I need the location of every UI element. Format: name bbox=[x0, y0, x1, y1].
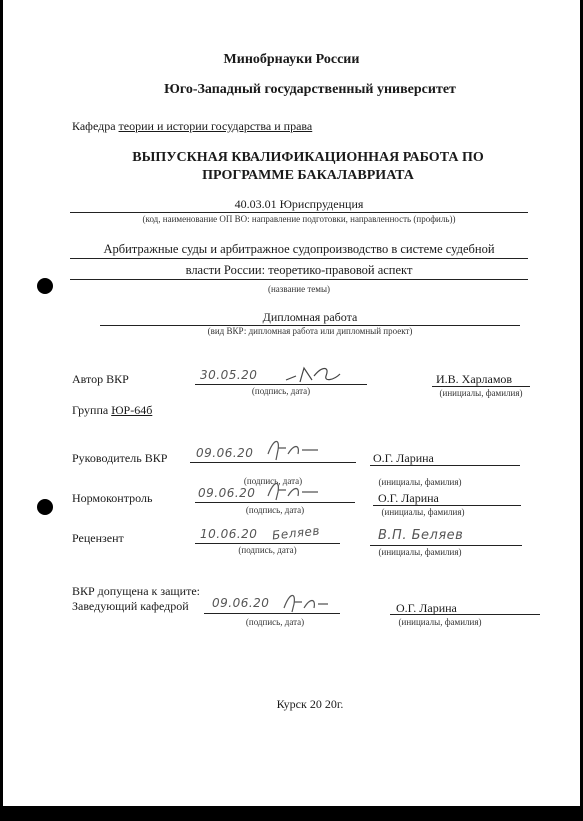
department-line bbox=[72, 119, 312, 134]
supervisor-name-line bbox=[370, 465, 520, 466]
author-name: И.В. Харламов bbox=[436, 372, 513, 386]
head-label: Заведующий кафедрой bbox=[72, 599, 189, 613]
topic-underline-1 bbox=[70, 258, 528, 259]
head-sign-line bbox=[204, 613, 340, 614]
author-sign-caption: (подпись, дата) bbox=[251, 386, 311, 396]
head-name-caption: (инициалы, фамилия) bbox=[398, 617, 482, 627]
normcontrol-label: Нормоконтроль bbox=[72, 491, 153, 505]
title-line-1: ВЫПУСКНАЯ КВАЛИФИКАЦИОННАЯ РАБОТА ПО bbox=[132, 150, 484, 165]
reviewer-date: 10.06.20 bbox=[200, 527, 258, 541]
university-name: Юго-Западный государственный университет bbox=[164, 82, 456, 97]
program-underline bbox=[70, 212, 528, 213]
reviewer-name-caption: (инициалы, фамилия) bbox=[378, 547, 462, 557]
normcontrol-date: 09.06.20 bbox=[198, 486, 256, 500]
reviewer-sign-line bbox=[195, 543, 340, 544]
supervisor-date: 09.06.20 bbox=[196, 446, 254, 460]
reviewer-name-line bbox=[370, 545, 522, 546]
department-name: теории и истории государства и права bbox=[118, 119, 313, 133]
title-line-2: ПРОГРАММЕ БАКАЛАВРИАТА bbox=[202, 168, 414, 183]
program-caption: (код, наименование ОП ВО: направление подготовки, направленность (профиль)) bbox=[142, 214, 456, 224]
normcontrol-name-caption: (инициалы, фамилия) bbox=[381, 507, 465, 517]
topic-underline-2 bbox=[70, 279, 528, 280]
punch-hole-bottom bbox=[37, 499, 53, 515]
normcontrol-name-line bbox=[373, 505, 521, 506]
head-name: О.Г. Ларина bbox=[396, 601, 457, 615]
head-name-line bbox=[390, 614, 540, 615]
author-sign-line bbox=[195, 384, 367, 385]
author-date: 30.05.20 bbox=[200, 368, 258, 382]
normcontrol-name: О.Г. Ларина bbox=[378, 491, 439, 505]
reviewer-sign-caption: (подпись, дата) bbox=[238, 545, 297, 555]
supervisor-name: О.Г. Ларина bbox=[373, 451, 434, 465]
scan-edge-bottom bbox=[0, 806, 583, 821]
topic-caption: (название темы) bbox=[267, 284, 331, 294]
normcontrol-sign-line bbox=[195, 502, 355, 503]
city-year: Курск 20 20г. bbox=[276, 697, 344, 711]
supervisor-name-caption: (инициалы, фамилия) bbox=[378, 477, 462, 487]
head-date: 09.06.20 bbox=[212, 596, 270, 610]
normcontrol-signature bbox=[262, 478, 322, 502]
group-value: ЮР-64б bbox=[111, 403, 153, 417]
work-type-caption: (вид ВКР: дипломная работа или дипломный проект) bbox=[207, 326, 413, 336]
topic-line-2: власти России: теоретико-правовой аспект bbox=[185, 263, 413, 277]
program-value: 40.03.01 Юриспруденция bbox=[234, 197, 364, 211]
author-name-caption: (инициалы, фамилия) bbox=[439, 388, 523, 398]
punch-hole-top bbox=[37, 278, 53, 294]
scan-edge-left bbox=[0, 0, 3, 821]
supervisor-label: Руководитель ВКР bbox=[72, 451, 168, 465]
supervisor-sign-line bbox=[190, 462, 356, 463]
author-label: Автор ВКР bbox=[72, 372, 129, 386]
group-line bbox=[72, 403, 152, 418]
reviewer-name: В.П. Беляев bbox=[378, 528, 464, 543]
group-label: Группа bbox=[72, 403, 109, 417]
topic-line-1: Арбитражные суды и арбитражное судопроизводство в системе судебной bbox=[103, 242, 495, 256]
supervisor-signature bbox=[262, 436, 322, 462]
head-signature bbox=[280, 590, 330, 614]
supervisor-sign-caption: (подпись, дата) bbox=[243, 476, 303, 486]
reviewer-label: Рецензент bbox=[72, 531, 124, 545]
author-name-line bbox=[432, 386, 530, 387]
reviewer-signature: Беляев bbox=[271, 523, 321, 543]
work-type-value: Дипломная работа bbox=[262, 310, 358, 324]
author-signature bbox=[282, 362, 342, 386]
admitted-label: ВКР допущена к защите: bbox=[72, 584, 200, 598]
ministry-name: Минобрнауки России bbox=[223, 52, 360, 67]
head-sign-caption: (подпись, дата) bbox=[245, 617, 305, 627]
normcontrol-sign-caption: (подпись, дата) bbox=[245, 505, 305, 515]
department-label: Кафедра bbox=[72, 119, 116, 133]
